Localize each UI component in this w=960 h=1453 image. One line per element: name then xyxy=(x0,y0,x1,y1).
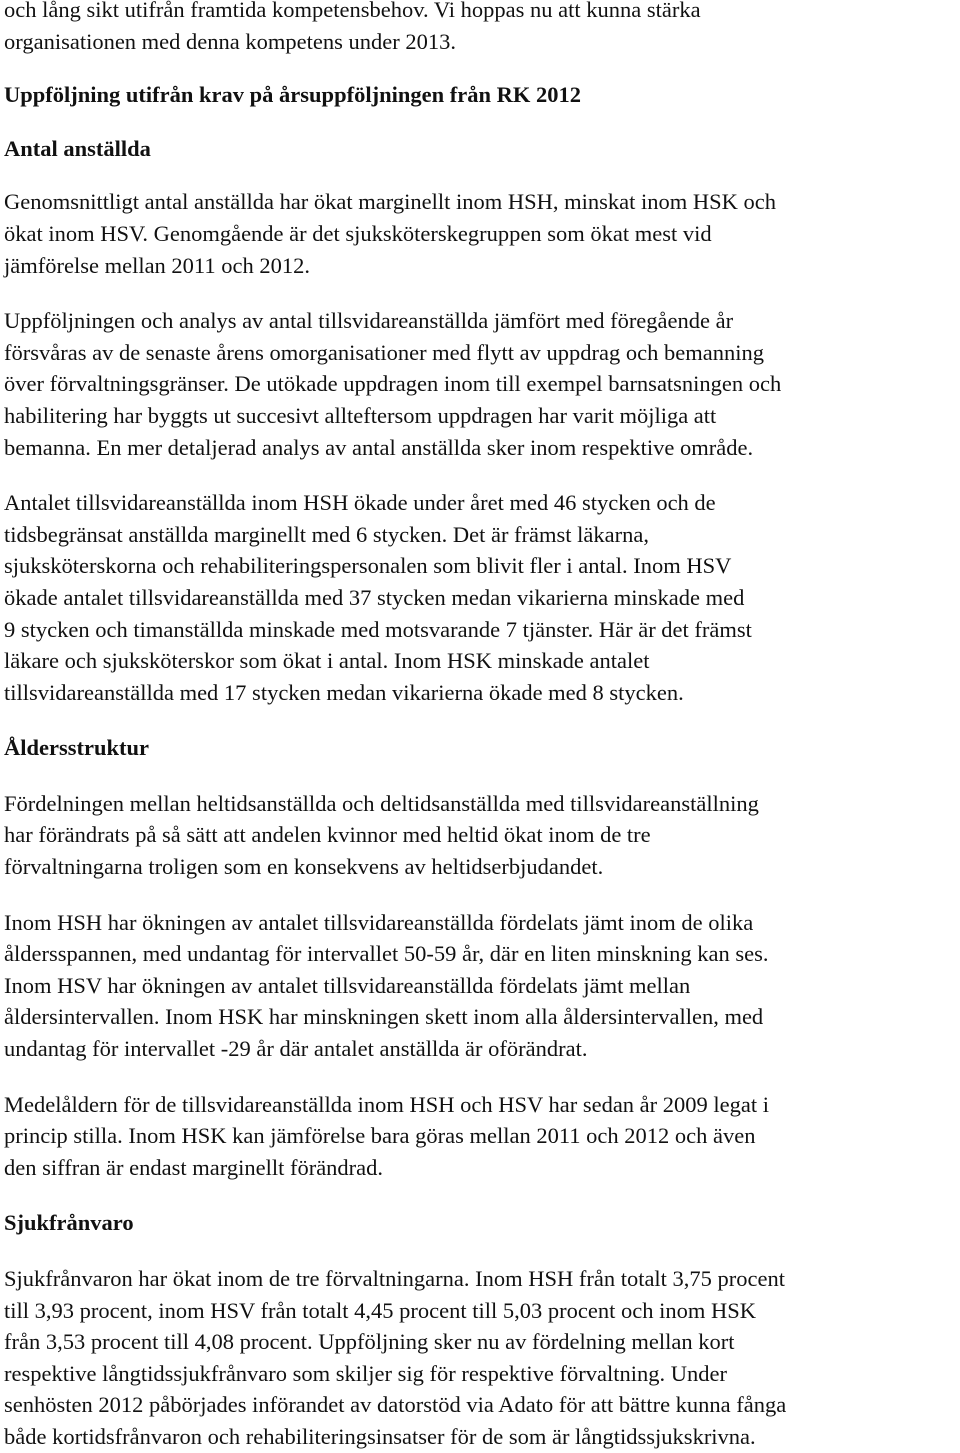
text-line: tidsbegränsat anställda marginellt med 6 stycken. Det är främst läkarna, xyxy=(4,521,649,547)
employees-paragraph-3 xyxy=(4,487,954,708)
employees-paragraph-1 xyxy=(4,186,954,281)
document-page xyxy=(4,0,954,1453)
text-line: och lång sikt utifrån framtida kompetensbehov. Vi hoppas nu att kunna stärka xyxy=(4,0,701,22)
text-line: Antalet tillsvidareanställda inom HSH ökade under året med 46 stycken och de xyxy=(4,490,716,516)
text-line: senhösten 2012 påbörjades införandet av datorstöd via Adato för att bättre kunna fånga xyxy=(4,1392,787,1418)
text-line: har förändrats på så sätt att andelen kvinnor med heltid ökat inom de tre xyxy=(4,822,651,848)
text-line: tillsvidareanställda med 17 stycken medan vikarierna ökade med 8 stycken. xyxy=(4,679,684,705)
text-line: Inom HSV har ökningen av antalet tillsvidareanställda fördelats jämt mellan xyxy=(4,972,691,998)
text-line: ökat inom HSV. Genomgående är det sjuksköterskegruppen som ökat mest vid xyxy=(4,220,712,246)
text-line: princip stilla. Inom HSK kan jämförelse bara göras mellan 2011 och 2012 och även xyxy=(4,1123,756,1149)
text-line: från 3,53 procent till 4,08 procent. Uppföljning sker nu av fördelning mellan kort xyxy=(4,1329,735,1355)
text-line: bemanna. En mer detaljerad analys av antal anställda sker inom respektive område. xyxy=(4,434,754,460)
age-paragraph-3 xyxy=(4,1089,954,1184)
intro-paragraph xyxy=(4,0,954,57)
text-line: organisationen med denna kompetens under 2013. xyxy=(4,28,456,54)
text-line: ökade antalet tillsvidareanställda med 37 stycken medan vikarierna minskade med xyxy=(4,584,745,610)
text-line: 9 stycken och timanställda minskade med motsvarande 7 tjänster. Här är det främst xyxy=(4,616,752,642)
text-line: både kortidsfrånvaron och rehabiliteringsinsatser för de som är långtidssjukskrivna. xyxy=(4,1423,756,1449)
employees-paragraph-2 xyxy=(4,305,954,463)
text-line: försvåras av de senaste årens omorganisationer med flytt av uppdrag och bemanning xyxy=(4,339,764,365)
employees-heading: Antal anställda xyxy=(4,135,151,161)
text-line: jämförelse mellan 2011 och 2012. xyxy=(4,252,310,278)
text-line: Genomsnittligt antal anställda har ökat marginellt inom HSH, minskat inom HSK och xyxy=(4,189,776,215)
sick-leave-heading: Sjukfrånvaro xyxy=(4,1210,134,1236)
text-line: över förvaltningsgränser. De utökade uppdragen inom till exempel barnsatsningen och xyxy=(4,371,782,397)
text-line: förvaltningarna troligen som en konsekvens av heltidserbjudandet. xyxy=(4,854,604,880)
text-line: till 3,93 procent, inom HSV från totalt 4,45 procent till 5,03 procent och inom HSK xyxy=(4,1297,756,1323)
text-line: undantag för intervallet -29 år där antalet anställda är oförändrat. xyxy=(4,1036,588,1062)
age-structure-heading: Åldersstruktur xyxy=(4,735,149,761)
text-line: åldersspannen, med undantag för intervallet 50-59 år, där en liten minskning kan ses. xyxy=(4,941,769,967)
text-line: habilitering har byggts ut succesivt allteftersom uppdragen har varit möjliga att xyxy=(4,402,717,428)
text-line: respektive långtidssjukfrånvaro som skiljer sig för respektive förvaltning. Under xyxy=(4,1360,727,1386)
text-line: den siffran är endast marginellt förändrad. xyxy=(4,1154,384,1180)
text-line: sjuksköterskorna och rehabiliteringspersonalen som blivit fler i antal. Inom HSV xyxy=(4,553,732,579)
text-line: läkare och sjuksköterskor som ökat i antal. Inom HSK minskade antalet xyxy=(4,648,650,674)
sick-leave-paragraph-1 xyxy=(4,1263,954,1453)
followup-heading: Uppföljning utifrån krav på årsuppföljningen från RK 2012 xyxy=(4,82,581,108)
text-line: Fördelningen mellan heltidsanställda och deltidsanställda med tillsvidareanställning xyxy=(4,790,759,816)
text-line: åldersintervallen. Inom HSK har minskningen skett inom alla åldersintervallen, med xyxy=(4,1004,764,1030)
age-paragraph-1 xyxy=(4,788,954,883)
age-paragraph-2 xyxy=(4,907,954,1065)
text-line: Sjukfrånvaron har ökat inom de tre förvaltningarna. Inom HSH från totalt 3,75 procent xyxy=(4,1266,786,1291)
text-line: Uppföljningen och analys av antal tillsvidareanställda jämfört med föregående år xyxy=(4,308,734,334)
text-line: Medelåldern för de tillsvidareanställda inom HSH och HSV har sedan år 2009 legat i xyxy=(4,1091,770,1117)
text-line: Inom HSH har ökningen av antalet tillsvidareanställda fördelats jämt inom de olika xyxy=(4,909,754,935)
